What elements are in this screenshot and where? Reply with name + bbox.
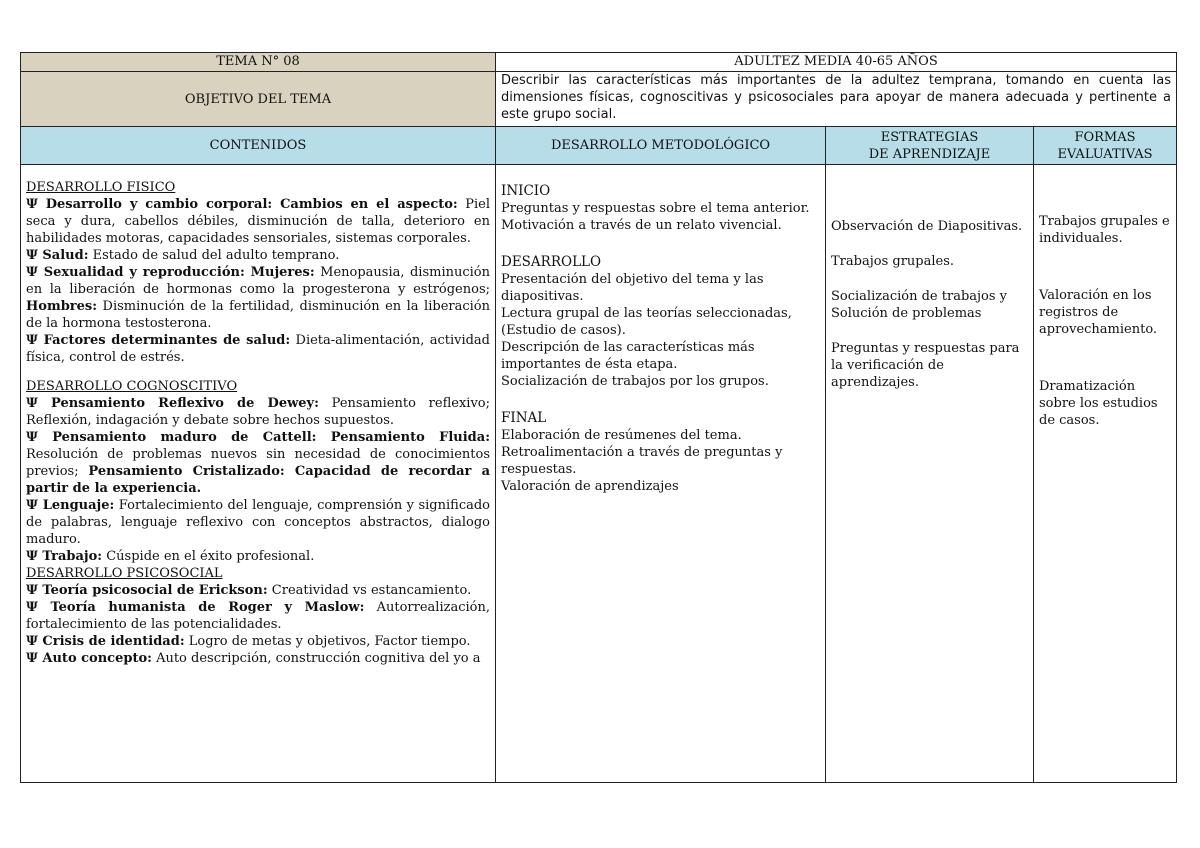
item-label: Ψ Trabajo: [26, 549, 103, 564]
spacer [501, 390, 820, 406]
estrategias-cell [826, 165, 1034, 783]
list-item [26, 196, 490, 247]
item-label: Ψ Pensamiento maduro de Cattell: Pensamiento Fluida: [26, 430, 490, 445]
section-title-psicosocial: DESARROLLO PSICOSOCIAL [26, 566, 223, 581]
method-line: Elaboración de resúmenes del tema. [501, 428, 742, 443]
desarrollo-heading: DESARROLLO [501, 254, 602, 270]
method-line: Presentación del objetivo del tema y las diapositivas. [501, 272, 764, 304]
item-label: Ψ Teoría psicosocial de Erickson: [26, 583, 268, 598]
list-item [26, 633, 490, 650]
item-label: Pensamiento Cristalizado: Capacidad de recordar a partir de la experiencia. [26, 464, 490, 496]
item-label: Ψ Factores determinantes de salud: [26, 333, 291, 348]
item-text: Disminución de la fertilidad, disminución en la liberación de la hormona testosterona. [26, 299, 490, 331]
tema-label: TEMA N° 08 [216, 54, 300, 69]
col-head-contenidos-label: CONTENIDOS [209, 138, 307, 153]
spacer [501, 234, 820, 250]
list-item [26, 497, 490, 548]
item-text: Autorrealización, fortalecimiento de las potencialidades. [26, 600, 490, 632]
col-head-estrategias [826, 127, 1034, 165]
spacer [26, 366, 490, 378]
col-head-formas-label-1: FORMAS [1074, 129, 1136, 145]
item-text: Creatividad vs estancamiento. [267, 583, 472, 598]
evaluation-item: Trabajos grupales e individuales. [1039, 214, 1170, 246]
evaluativas-cell [1034, 165, 1177, 783]
evaluation-item: Dramatización sobre los estudios de casos. [1039, 379, 1158, 428]
list-item [26, 332, 490, 366]
tema-cell [21, 53, 496, 72]
list-item [26, 582, 490, 599]
objetivo-label-cell [21, 72, 496, 127]
section-title-fisico: DESARROLLO FISICO [26, 180, 176, 195]
method-line: Preguntas y respuestas sobre el tema anterior. [501, 201, 810, 216]
objetivo-label: OBJETIVO DEL TEMA [184, 91, 332, 107]
col-head-contenidos [21, 127, 496, 165]
item-text: Piel seca y dura, cabellos débiles, disminución de talla, deterioro en habilidades motoras, capacidades sensoriales, sistemas corporales. [26, 197, 490, 246]
evaluation-item: Valoración en los registros de aprovechamiento. [1039, 288, 1158, 337]
strategy-item: Trabajos grupales. [831, 254, 955, 269]
list-item [26, 429, 490, 497]
col-head-formas-label-2: EVALUATIVAS [1057, 146, 1153, 162]
item-text: Estado de salud del adulto temprano. [88, 248, 340, 263]
section-title-cognoscitivo: DESARROLLO COGNOSCITIVO [26, 379, 238, 394]
item-text: Logro de metas y objetivos, Factor tiempo. [184, 634, 471, 649]
method-line: Motivación a través de un relato vivencial. [501, 218, 782, 233]
contenidos-cell [21, 165, 496, 783]
list-item [26, 247, 490, 264]
method-line: Valoración de aprendizajes [501, 479, 679, 494]
item-text: Cúspide en el éxito profesional. [102, 549, 315, 564]
col-head-desarrollo [496, 127, 826, 165]
item-label: Ψ Sexualidad y reproducción: Mujeres: [26, 265, 315, 280]
item-text: Dieta-alimentación, actividad física, control de estrés. [26, 333, 491, 365]
final-heading: FINAL [501, 410, 547, 426]
item-label: Ψ Pensamiento Reflexivo de Dewey: [26, 396, 319, 411]
objetivo-text-cell [496, 72, 1177, 127]
item-label: Ψ Lenguaje: [26, 498, 115, 513]
topic-title: ADULTEZ MEDIA 40-65 AÑOS [734, 54, 938, 69]
strategy-item: Observación de Diapositivas. [831, 219, 1023, 234]
strategy-item: Preguntas y respuestas para la verificación de aprendizajes. [831, 341, 1020, 390]
inicio-heading: INICIO [501, 183, 551, 199]
method-line: Lectura grupal de las teorías seleccionadas, (Estudio de casos). [501, 306, 792, 338]
item-label: Hombres: [26, 299, 98, 314]
list-item [26, 548, 490, 565]
col-head-formas [1034, 127, 1177, 165]
item-label: Ψ Teoría humanista de Roger y Maslow: [26, 600, 365, 615]
metodologico-cell [496, 165, 826, 783]
item-text: Resolución de problemas nuevos sin necesidad de conocimientos previos; [26, 447, 490, 479]
lesson-plan-table [20, 52, 1177, 783]
col-head-desarrollo-label: DESARROLLO METODOLÓGICO [550, 138, 771, 153]
objetivo-text: Describir las características más importantes de la adultez temprana, tomando en cuenta las dimensiones físicas, cognoscitivas y psicosociales para apoyar de manera adecuada y pertinente a este grupo social. [501, 73, 1172, 122]
item-label: Ψ Desarrollo y cambio corporal: Cambios en el aspecto: [26, 197, 458, 212]
list-item [26, 599, 490, 633]
item-text: Fortalecimiento del lenguaje, comprensión y significado de palabras, lenguaje reflexivo con conceptos abstractos, dialogo maduro. [26, 498, 491, 547]
title-cell [496, 53, 1177, 72]
item-label: Ψ Crisis de identidad: [26, 634, 185, 649]
list-item [26, 395, 490, 429]
method-line: Retroalimentación a través de preguntas y respuestas. [501, 445, 783, 477]
item-text: Auto descripción, construcción cognitiva del yo a [151, 651, 481, 666]
strategy-item: Socialización de trabajos y Solución de problemas [831, 289, 1008, 321]
method-line: Socialización de trabajos por los grupos. [501, 374, 769, 389]
item-label: Ψ Salud: [26, 248, 89, 263]
method-line: Descripción de las características más importantes de ésta etapa. [501, 340, 755, 372]
col-head-estrategias-label-2: DE APRENDIZAJE [868, 146, 991, 162]
list-item [26, 264, 490, 332]
list-item [26, 650, 490, 667]
item-label: Ψ Auto concepto: [26, 651, 152, 666]
item-text: Pensamiento reflexivo; Reflexión, indagación y debate sobre hechos supuestos. [26, 396, 490, 428]
col-head-estrategias-label-1: ESTRATEGIAS [880, 129, 979, 145]
item-text: Menopausia, disminución en la liberación de hormonas como la progesterona y estrógenos; [26, 265, 490, 297]
